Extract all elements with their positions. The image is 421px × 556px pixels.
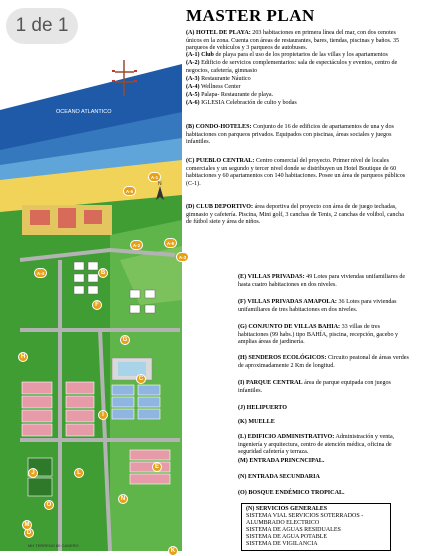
services-item: SISTEMA DE AGUAS RESIDUALES: [246, 527, 341, 533]
section-n: (N) ENTRADA SECUNDARIA: [238, 474, 320, 480]
section-e: (E) VILLAS PRIVADAS: 49 Lotes para viviendas unifamiliares de hasta cuatro habitaciones en dos niveles.: [238, 274, 406, 288]
zone-marker-k: K: [168, 546, 178, 556]
ocean-label: OCEANO ATLANTICO: [56, 109, 112, 115]
zone-marker-g: G: [120, 335, 130, 345]
section-l: (L) EDIFICIO ADMINISTRATIVO: Administración y venta, ingeniería y arquitectura, centro de atención médica, oficina de seguridad cafetería y terraza.: [238, 434, 395, 456]
land: [0, 195, 182, 551]
zone-marker-a-5: A-5: [123, 186, 136, 196]
zone-marker-a-1: A-1: [148, 172, 161, 182]
zone-marker-d: D: [24, 528, 34, 538]
section-a5: (A-5) Palapa- Restaurante de playa.: [186, 92, 274, 98]
zone-marker-e: E: [152, 462, 162, 472]
section-k: (K) MUELLE: [238, 419, 275, 425]
zone-marker-l: L: [74, 468, 84, 478]
services-item: SISTEMA VIAL SERVICIOS SOTERRADOS -: [246, 513, 364, 519]
ocean: [0, 64, 182, 212]
section-a2: (A-2) Edificio de servicios complementarios: sala de espectáculos y eventos, centro de negocios, cafetería, gimnasio: [186, 60, 398, 74]
zone-marker-a-6: A-6: [164, 238, 177, 248]
zone-marker-h: H: [18, 352, 28, 362]
zone-marker-j: J: [28, 468, 38, 478]
section-a1: (A-1) Club de playa para el uso de los propietarios de las villas y los apartamentos: [186, 52, 388, 58]
central-town: [112, 358, 152, 380]
svg-text:N: N: [158, 181, 162, 187]
services-item: SISTEMA DE AGUA POTABLE: [246, 534, 328, 540]
zone-marker-m: M: [22, 520, 32, 530]
zone-marker-a-4: A-4: [34, 268, 47, 278]
services-head: (N) SERVICIOS GENERALES: [246, 506, 328, 512]
services-item: ALUMBRADO ELECTRICO: [246, 520, 320, 526]
section-o: (O) BOSQUE ENDÉMICO TROPICAL.: [238, 490, 345, 496]
zone-marker-i: I: [98, 410, 108, 420]
section-d: (D) CLUB DEPORTIVO: área deportiva del proyecto con área de de juego techadas, gimnasio y cafetería. Piscina, Mini golf, 3 canchas de Tenis, 2 canchas de volibol, cancha de fútbol siete y área de niños.: [186, 204, 404, 226]
zone-marker-f: F: [92, 300, 102, 310]
zone-marker-a-3: A-3: [176, 252, 189, 262]
map-footer-label: MH TERRENO 80 CANERO: [28, 543, 79, 548]
section-a3: (A-3) Restaurante Náutico: [186, 76, 251, 82]
beach-hotel-area: [22, 205, 112, 235]
section-h: (H) SENDEROS ECOLÓGICOS: Circuito peatonal de áreas verdes de aproximadamente 2 Km de longitud.: [238, 355, 409, 369]
zone-marker-n: N: [118, 494, 128, 504]
section-c: (C) PUEBLO CENTRAL: Centro comercial del proyecto. Primer nivel de locales comerciales y un segundo y tercer nivel donde se distribuyen un Hotel Boutique de 60 habitaciones y 60 apartamentos con 140 habitaciones. Posee un área de parqueos públicos (C-1).: [186, 158, 406, 187]
section-a4: (A-4) Wellness Center: [186, 84, 241, 90]
section-a: (A) HOTEL DE PLAYA: 203 habitaciones en primera línea del mar, con dos cenotes únicos en la zona. Cuenta con áreas de restaurantes, bares, tiendas, piscinas y baños. 35 parqueos de vehículos y 3 parqueos de autobuses.: [186, 30, 400, 52]
zone-marker-c: C: [136, 374, 146, 384]
section-j: (J) HELIPUERTO: [238, 405, 287, 411]
zone-marker-o: O: [44, 500, 54, 510]
section-i: (I) PARQUE CENTRAL área de parque equipada con juegos infantiles.: [238, 380, 391, 394]
section-g: (G) CONJUNTO DE VILLAS BAHIA: 33 villas de tres habitaciones (99 habs.) tipo BAHÍA, piscina, recepción, gacebo y amplias áreas de jardinería.: [238, 324, 399, 346]
page-indicator: 1 de 1: [6, 8, 78, 44]
zone-marker-a-2: A-2: [130, 240, 143, 250]
page-title: MASTER PLAN: [186, 6, 315, 25]
section-a6: (A-6) IGLESIA Celebración de culto y bodas: [186, 100, 297, 106]
section-b: (B) CONDO-HOTELES: Conjunto de 16 de edificios de apartamentos de una y dos habitaciones con parqueos privados. Equipados con piscinas, áreas sociales y juegos infantiles.: [186, 124, 394, 146]
section-f: (F) VILLAS PRIVADAS AMAPOLA: 36 Lotes para viviendas unifamiliares de tres habitaciones en dos niveles.: [238, 299, 397, 313]
services-item: SISTEMA DE VIGILANCIA: [246, 541, 318, 547]
section-m: (M) ENTRADA PRINCNCIPAL.: [238, 458, 325, 464]
services-box: [241, 503, 391, 551]
zone-marker-b: B: [98, 268, 108, 278]
